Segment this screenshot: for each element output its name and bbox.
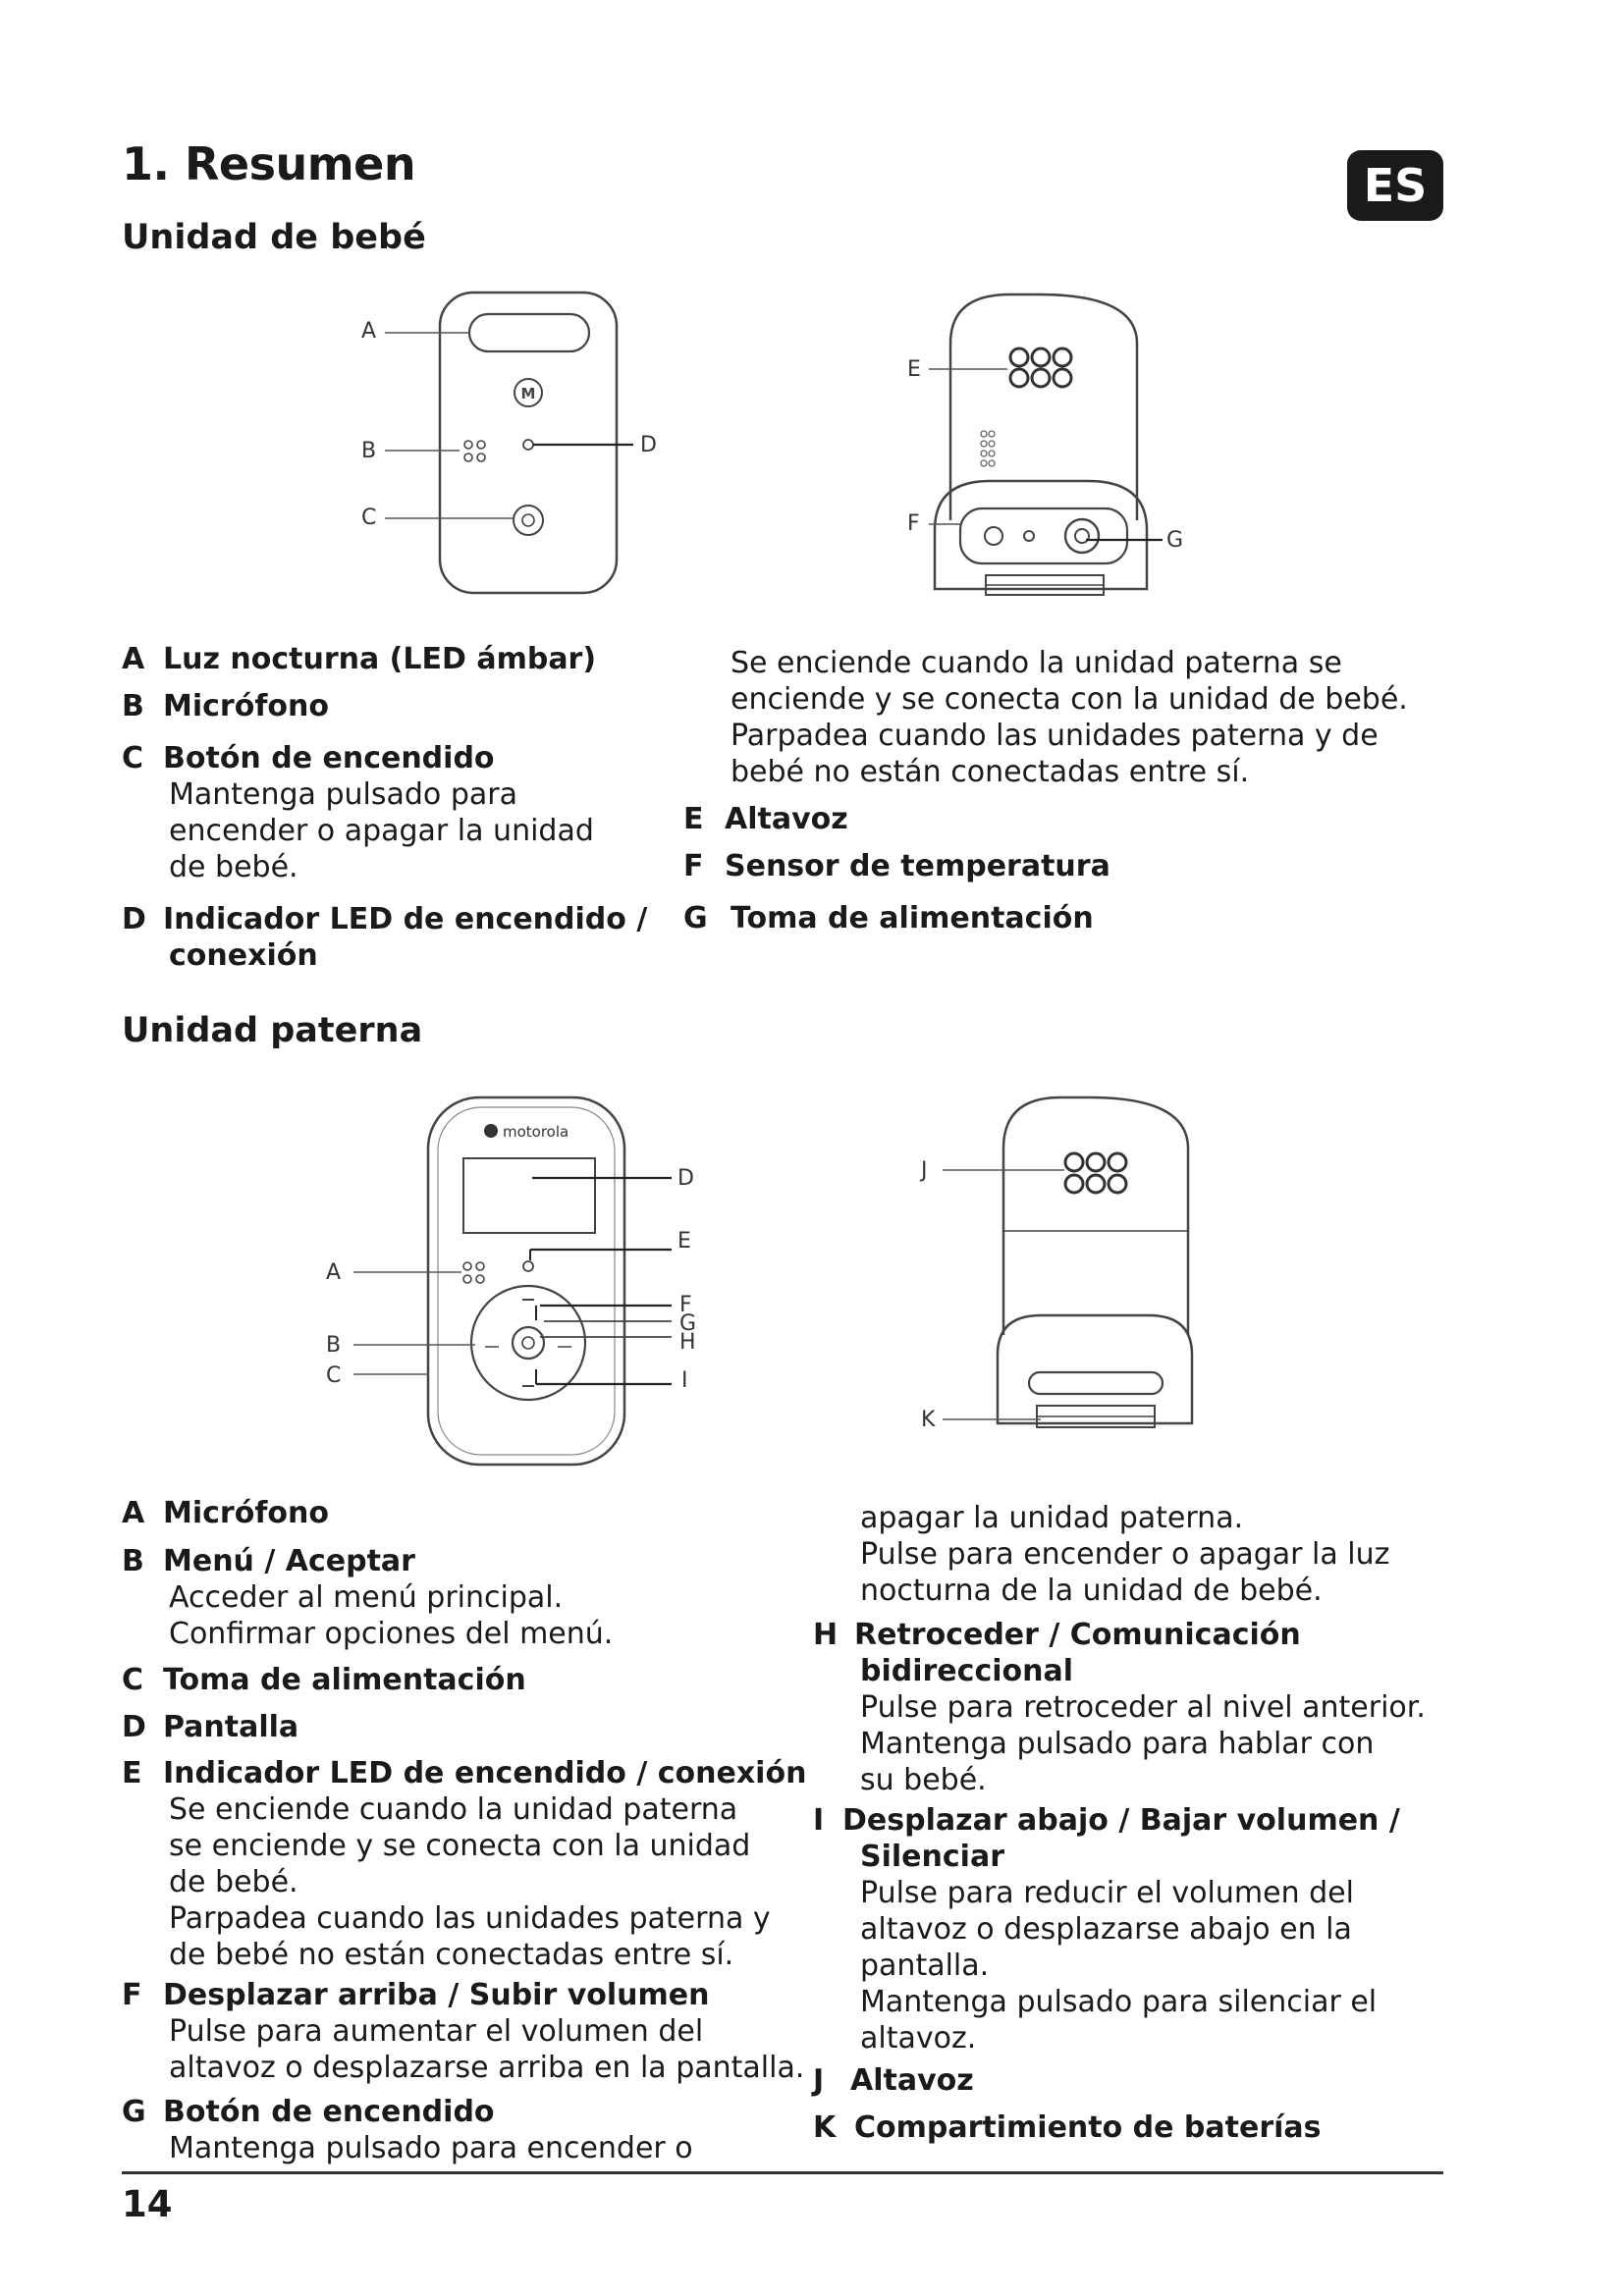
power-led-icon — [523, 440, 533, 450]
battery-compartment — [998, 1315, 1192, 1423]
baby-item-g: G Toma de alimentación — [683, 901, 1094, 935]
baby-unit-back-diagram — [892, 285, 1206, 618]
stand-base — [935, 481, 1147, 589]
label-d: D — [640, 433, 657, 457]
baby-item-a: A Luz nocturna (LED ámbar) — [122, 642, 597, 676]
baby-item-f: F Sensor de temperatura — [683, 849, 1110, 883]
baby-item-c: C Botón de encendido Mantenga pulsado para encender o apagar la unidad de bebé. — [122, 741, 594, 884]
parent-label-a: A — [326, 1260, 342, 1285]
parent-item-h: H Retroceder / Comunicación bidireccional Pulse para retroceder al nivel anterior. Mantenga pulsado para hablar con su bebé. — [813, 1618, 1426, 1797]
power-button-icon — [514, 506, 543, 535]
section-heading-baby-unit: Unidad de bebé — [122, 218, 426, 257]
parent-label-f: F — [679, 1293, 692, 1317]
parent-label-d: D — [677, 1166, 694, 1191]
parent-item-g: G Botón de encendido Mantenga pulsado para encender o — [122, 2095, 693, 2165]
parent-label-i: I — [681, 1368, 688, 1393]
parent-item-d: D Pantalla — [122, 1710, 299, 1744]
baby-unit-front-diagram — [334, 285, 668, 609]
baby-item-b: B Micrófono — [122, 689, 329, 723]
center-power-button-icon — [513, 1327, 544, 1359]
parent-label-h: H — [679, 1330, 696, 1355]
label-b: B — [361, 439, 377, 463]
label-f: F — [907, 511, 920, 536]
baby-unit-back-body — [950, 294, 1137, 520]
parent-label-b: B — [326, 1333, 342, 1358]
parent-unit-back-diagram — [903, 1090, 1218, 1453]
parent-label-c: C — [326, 1363, 342, 1388]
baby-item-d: D Indicador LED de encendido / conexión — [122, 902, 648, 973]
motorola-logo-icon — [484, 1124, 498, 1138]
parent-label-j: J — [921, 1158, 928, 1183]
parent-screen — [463, 1158, 595, 1233]
parent-label-e: E — [677, 1229, 691, 1254]
parent-label-g: G — [679, 1311, 697, 1336]
label-c: C — [361, 506, 377, 530]
parent-led-icon — [523, 1261, 533, 1271]
label-g: G — [1166, 528, 1184, 553]
nav-ring — [471, 1286, 585, 1400]
parent-item-i: I Desplazar abajo / Bajar volumen / Silenciar Pulse para reducir el volumen del altavoz o desplazarse abajo en la pantalla. Mantenga pulsado para silenciar el altavoz. — [813, 1803, 1400, 2056]
section-heading-parent-unit: Unidad paterna — [122, 1011, 423, 1050]
baby-unit-front-body — [440, 293, 617, 593]
parent-item-g-continued: apagar la unidad paterna. Pulse para encender o apagar la luz nocturna de la unidad de bebé. — [860, 1501, 1390, 1608]
power-socket-icon — [1065, 519, 1099, 553]
baby-item-d-continued: Se enciende cuando la unidad paterna se enciende y se conecta con la unidad de bebé. Parpadea cuando las unidades paterna y de bebé no están conectadas entre sí. — [731, 646, 1408, 789]
parent-item-f: F Desplazar arriba / Subir volumen Pulse para aumentar el volumen del altavoz o desplazarse arriba en la pantalla. — [122, 1978, 805, 2085]
label-a: A — [361, 319, 377, 344]
parent-label-k: K — [921, 1408, 936, 1432]
parent-item-j: J Altavoz — [813, 2063, 974, 2098]
parent-item-k: K Compartimiento de baterías — [813, 2110, 1322, 2145]
svg-text:M: M — [520, 385, 536, 402]
parent-unit-body — [428, 1097, 624, 1465]
page-title: 1. Resumen — [122, 137, 416, 190]
page-number: 14 — [122, 2183, 173, 2225]
label-e: E — [907, 357, 921, 382]
night-light-bar — [469, 314, 589, 351]
parent-speaker-grille-icon — [1065, 1153, 1126, 1193]
temperature-sensor-vents-icon — [981, 431, 995, 466]
parent-item-b: B Menú / Aceptar Acceder al menú principal. Confirmar opciones del menú. — [122, 1544, 614, 1651]
parent-item-a: A Micrófono — [122, 1496, 329, 1530]
footer-rule — [122, 2171, 1443, 2174]
speaker-grille-icon — [1010, 348, 1071, 387]
parent-item-c: C Toma de alimentación — [122, 1663, 526, 1697]
parent-unit-back-body — [1003, 1097, 1188, 1335]
parent-brand: motorola — [503, 1123, 569, 1141]
parent-unit-front-diagram — [312, 1090, 725, 1472]
parent-microphone-icon — [463, 1262, 484, 1283]
language-badge: ES — [1347, 150, 1443, 221]
baby-item-e: E Altavoz — [683, 802, 848, 836]
parent-item-e: E Indicador LED de encendido / conexión Se enciende cuando la unidad paterna se enciende y se conecta con la unidad de bebé. Parpadea cuando las unidades paterna y de bebé no están conectadas entre sí. — [122, 1756, 807, 1972]
microphone-holes-icon — [464, 441, 485, 461]
